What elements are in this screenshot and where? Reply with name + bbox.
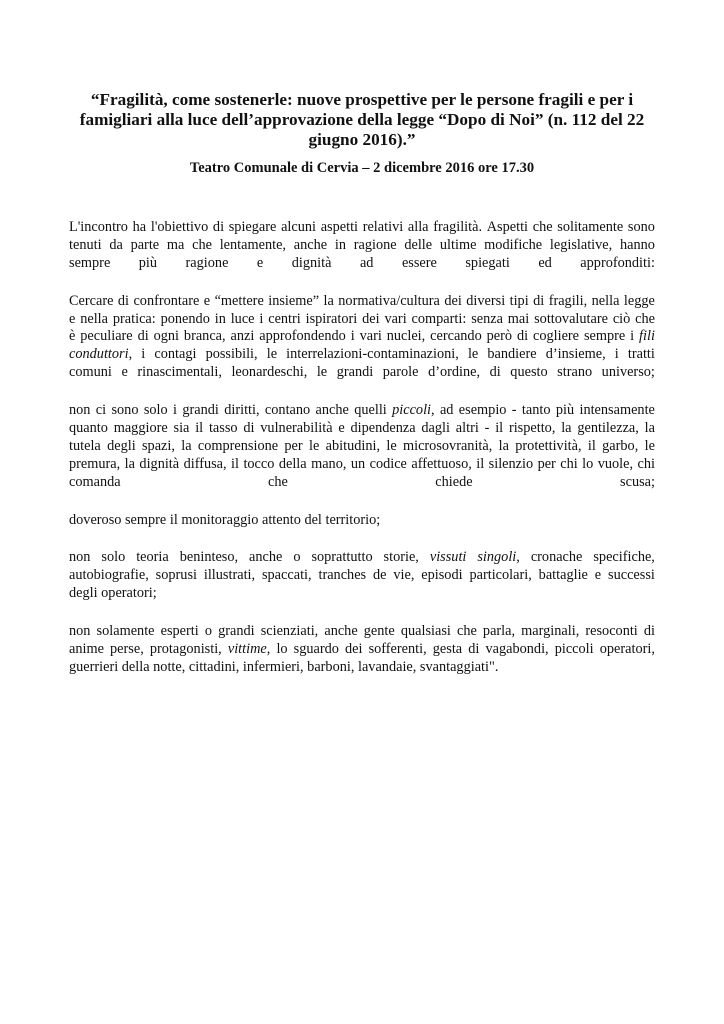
word: comuni (69, 364, 112, 381)
word: codice (369, 455, 407, 472)
word: esempio (458, 402, 507, 419)
word: cittadini, (188, 658, 240, 675)
word: le (308, 437, 320, 454)
word: la (181, 437, 192, 454)
word: le (467, 346, 479, 363)
word: “mettere (214, 292, 264, 309)
word: L'incontro (69, 219, 128, 235)
word: la (561, 420, 572, 437)
text-line (69, 237, 655, 255)
word: e (121, 364, 128, 381)
word: gente (363, 623, 395, 640)
word: affettuoso, (411, 455, 472, 472)
word: e (338, 420, 345, 437)
word: premura, (69, 455, 121, 472)
word: marginali, (521, 623, 580, 640)
word: ciò (612, 310, 631, 327)
word: quanto (69, 420, 108, 437)
word: protettività, (515, 437, 582, 454)
word: ha (132, 219, 147, 235)
word: contagi (154, 346, 197, 363)
word: di (137, 328, 149, 345)
word: che (635, 310, 655, 327)
word: mano, (311, 455, 347, 472)
word: comanda (69, 473, 121, 490)
word: legislative, (549, 236, 613, 253)
word: conduttori, (69, 346, 133, 363)
word: è (69, 328, 76, 345)
word: gentilezza, (577, 420, 639, 437)
word: non (69, 549, 91, 566)
word: alcuni (281, 219, 316, 235)
word: illustrati, (203, 567, 256, 584)
word: esperti (160, 623, 199, 640)
word: vagabondi, (485, 641, 549, 658)
word: lentamente, (219, 236, 286, 253)
word: vari (359, 328, 382, 345)
text-line (69, 255, 655, 273)
word: sia (173, 420, 190, 437)
word: cogliere (532, 328, 580, 345)
word: che (532, 219, 553, 235)
word: ragione (353, 236, 397, 253)
word: diffusa, (183, 455, 227, 472)
word: hanno (619, 236, 655, 253)
word: le (316, 364, 328, 381)
word: sguardo (293, 641, 339, 658)
word: fragili, (548, 292, 588, 309)
title-line: “Fragilità, come sostenerle: nuove prospettive per le persone fragili e per i (90, 90, 634, 109)
word: tratti (627, 346, 655, 363)
word: ma (166, 236, 185, 253)
word: insieme” (268, 292, 320, 309)
word: leonardeschi, (231, 364, 308, 381)
title-line: giugno 2016).” (308, 130, 416, 149)
word: anzi (230, 328, 255, 345)
word: anche (324, 623, 358, 640)
paragraph (69, 623, 655, 677)
word: o (204, 623, 212, 640)
word: ad (359, 254, 374, 271)
word: aspetti (320, 219, 359, 235)
word: protagonisti, (149, 641, 222, 658)
word: peculiare (80, 328, 133, 345)
word: di (516, 328, 529, 345)
word: vulnerabilità (260, 420, 333, 437)
word: parole (382, 364, 419, 381)
word: rinascimentali, (137, 364, 222, 381)
word: confrontare (133, 292, 200, 309)
word: diritti, (224, 402, 260, 419)
word: piccoli (554, 641, 594, 658)
word: dignità (291, 254, 332, 271)
word: battaglie (538, 567, 588, 584)
word: in (334, 236, 346, 253)
word: di (489, 364, 501, 381)
word: per (537, 455, 556, 472)
text-line (69, 549, 655, 567)
word: gesta (432, 641, 463, 658)
word: fili (639, 328, 655, 345)
word: del (304, 511, 322, 528)
event-subtitle: Teatro Comunale di Cervia – 2 dicembre 2016 ore 17.30 (189, 160, 535, 176)
word: nuclei, (386, 328, 426, 345)
word: spazi, (141, 437, 175, 454)
word: però (486, 328, 513, 345)
word: altri (455, 420, 479, 437)
word: della (121, 658, 150, 675)
word: lo (276, 641, 288, 658)
word: ultime (439, 236, 477, 253)
word: Cercare (69, 292, 114, 309)
word: monitoraggio (181, 511, 259, 528)
word: diversi (466, 292, 506, 309)
word: solo (101, 549, 126, 566)
word: strano (557, 364, 593, 381)
paragraph (69, 219, 655, 273)
text-line (69, 219, 655, 237)
word: bandiere (487, 346, 537, 363)
word: i (614, 346, 619, 363)
document-body (69, 219, 655, 697)
word: sempre (583, 328, 626, 345)
word: approfondendo (259, 328, 346, 345)
word: la (498, 437, 509, 454)
word: alla (407, 219, 429, 235)
word: interrelazioni-contaminazioni, (286, 346, 459, 363)
text-line (69, 623, 655, 641)
word: dei (345, 641, 363, 658)
word: - (484, 420, 490, 437)
word: sofferenti, (368, 641, 427, 658)
word: branca, (183, 328, 226, 345)
word: essere (401, 254, 437, 271)
word: degli (69, 585, 98, 602)
title-line: famigliari alla luce dell’approvazione della legge “Dopo di Noi” (n. 112 del 22 (79, 110, 645, 129)
word: grandi (336, 364, 374, 381)
word: spiegare (228, 219, 277, 235)
word: le (644, 437, 655, 454)
word: per (284, 437, 303, 454)
text-line (69, 293, 655, 311)
word: e (594, 567, 602, 584)
word: microsovranità, (402, 437, 493, 454)
text-line (69, 567, 655, 585)
word: particolari, (469, 567, 532, 584)
word: di (533, 292, 545, 309)
word: cronache (530, 549, 583, 566)
word: i (259, 310, 264, 327)
word: doveroso (69, 511, 122, 528)
word: grandi (218, 623, 255, 640)
word: d’insieme, (545, 346, 606, 363)
word: quelli (354, 402, 387, 419)
word: sono (627, 219, 655, 235)
word: tasso (208, 420, 238, 437)
word: dei (362, 310, 380, 327)
word: parte (130, 236, 160, 253)
word: la (323, 292, 334, 309)
word: dipendenza (350, 420, 416, 437)
word: nella (591, 292, 620, 309)
word: luce (230, 310, 255, 327)
word: che (192, 236, 212, 253)
word: i (630, 328, 635, 345)
word: lo (582, 455, 594, 472)
word: notte, (153, 658, 186, 675)
word: non (69, 623, 91, 640)
paragraph (69, 293, 655, 382)
word: anime (69, 641, 104, 658)
word: specifiche, (593, 549, 655, 566)
word: legge (623, 292, 655, 309)
paragraph (69, 402, 655, 491)
word: ispiratori (305, 310, 358, 327)
text-line (69, 438, 655, 456)
word: chi (637, 455, 655, 472)
word: la (124, 455, 135, 472)
word: garbo, (602, 437, 639, 454)
word: e (69, 310, 76, 327)
text-line (69, 659, 655, 677)
word: di (212, 219, 225, 235)
word: solo (143, 402, 168, 419)
word: il (231, 455, 239, 472)
word: pratica: (112, 310, 156, 327)
word: da (109, 236, 123, 253)
word: modifiche (484, 236, 543, 253)
word: maggiore (113, 420, 168, 437)
text-line (69, 402, 655, 420)
word: vittime, (227, 641, 271, 658)
word: scusa; (620, 473, 655, 490)
word: cercando (430, 328, 482, 345)
word: Aspetti (486, 219, 529, 235)
word: autobiografie, (69, 567, 149, 584)
word: barboni, (307, 658, 355, 675)
word: tutela (69, 437, 101, 454)
text-line (69, 364, 655, 382)
word: che (456, 623, 477, 640)
word: ragione (185, 254, 229, 271)
word: più (138, 254, 158, 271)
word: relativi (362, 219, 404, 235)
word: d’ordine, (428, 364, 481, 381)
word: sono (111, 402, 139, 419)
word: degli (107, 437, 136, 454)
word: approfonditi: (580, 254, 655, 271)
word: in (214, 310, 226, 327)
word: di (117, 292, 130, 309)
word: operatori; (101, 585, 157, 602)
word: sempre (124, 511, 167, 528)
word: dignità (139, 455, 180, 472)
word: senza (471, 310, 503, 327)
word: questo (510, 364, 548, 381)
text-line (69, 311, 655, 329)
word: resoconti (585, 623, 638, 640)
word: della (278, 455, 307, 472)
text-line (69, 328, 655, 346)
word: attento (261, 511, 301, 528)
word: teoria (136, 549, 169, 566)
word: dei (444, 292, 462, 309)
word: comprensione (197, 437, 279, 454)
word: fragilità. (433, 219, 483, 235)
word: qualsiasi (400, 623, 451, 640)
paragraph (69, 512, 655, 530)
word: territorio; (325, 511, 381, 528)
word: lavandaie, (357, 658, 417, 675)
word: spiegati (465, 254, 510, 271)
word: normativa/cultura (338, 292, 440, 309)
word: ogni (153, 328, 180, 345)
text-line (69, 585, 655, 603)
word: non (69, 402, 91, 419)
word: soprusi (155, 567, 197, 584)
word: le (266, 346, 278, 363)
word: ad (439, 402, 454, 419)
word: i (350, 328, 355, 345)
word: più (555, 402, 575, 419)
word: vie, (393, 567, 415, 584)
word: nella (80, 310, 109, 327)
word: - (511, 402, 517, 419)
word: tenuti (69, 236, 102, 253)
word: dagli (421, 420, 450, 437)
word: grandi (182, 402, 219, 419)
text-line (69, 456, 655, 474)
word: scienziati, (260, 623, 319, 640)
text-line (69, 346, 655, 364)
word: vissuti (429, 549, 467, 566)
document-title (66, 90, 658, 150)
word: rispetto, (508, 420, 556, 437)
word: che (268, 473, 288, 490)
word: anche (293, 236, 328, 253)
word: singoli, (477, 549, 520, 566)
word: tranches (318, 567, 367, 584)
word: chiede (435, 473, 473, 490)
word: beninteso, (179, 549, 239, 566)
word: le (386, 437, 397, 454)
word: tanto (521, 402, 551, 419)
word: i (173, 402, 177, 419)
word: solamente (96, 623, 155, 640)
word: episodi (421, 567, 463, 584)
word: tipi (509, 292, 529, 309)
word: ponendo (160, 310, 210, 327)
word: o (293, 549, 301, 566)
word: il (195, 420, 204, 437)
word: contano (264, 402, 311, 419)
word: chi (560, 455, 578, 472)
word: tocco (243, 455, 275, 472)
word: soprattutto (311, 549, 373, 566)
word: operatori, (599, 641, 655, 658)
word: i (141, 346, 146, 363)
text-line (69, 474, 655, 492)
word: vuole, (597, 455, 634, 472)
word: e (256, 254, 264, 271)
word: mai (507, 310, 530, 327)
word: sottovalutare (534, 310, 608, 327)
word: il (169, 511, 178, 528)
word: parla, (482, 623, 516, 640)
word: il (495, 420, 504, 437)
word: universo; (601, 364, 655, 381)
word: l'obiettivo (150, 219, 209, 235)
word: de (372, 567, 387, 584)
word: infermieri, (242, 658, 304, 675)
word: delle (404, 236, 433, 253)
word: anche (315, 402, 349, 419)
word: guerrieri (69, 658, 119, 675)
word: piccoli, (392, 402, 435, 419)
word: e (203, 292, 211, 309)
word: anche (249, 549, 283, 566)
word: il (587, 437, 596, 454)
word: un (350, 455, 366, 472)
word: intensamente (579, 402, 655, 419)
text-line (69, 641, 655, 659)
word: sempre (69, 254, 111, 271)
word: silenzio (488, 455, 534, 472)
word: abitudini, (325, 437, 381, 454)
word: ed (538, 254, 552, 271)
word: di (243, 420, 255, 437)
word: storie, (383, 549, 419, 566)
word: possibili, (205, 346, 258, 363)
word: svantaggiati". (419, 658, 499, 675)
word: la (644, 420, 655, 437)
word: solitamente (557, 219, 624, 235)
text-line (69, 420, 655, 438)
word: il (476, 455, 485, 472)
paragraph (69, 549, 655, 603)
word: perse, (110, 641, 144, 658)
word: ci (95, 402, 107, 419)
word: di (643, 623, 655, 640)
word: spaccati, (261, 567, 312, 584)
word: comparti: (411, 310, 467, 327)
word: centri (268, 310, 301, 327)
word: vari (384, 310, 407, 327)
word: di (468, 641, 480, 658)
word: successi (608, 567, 655, 584)
text-line (69, 512, 655, 530)
